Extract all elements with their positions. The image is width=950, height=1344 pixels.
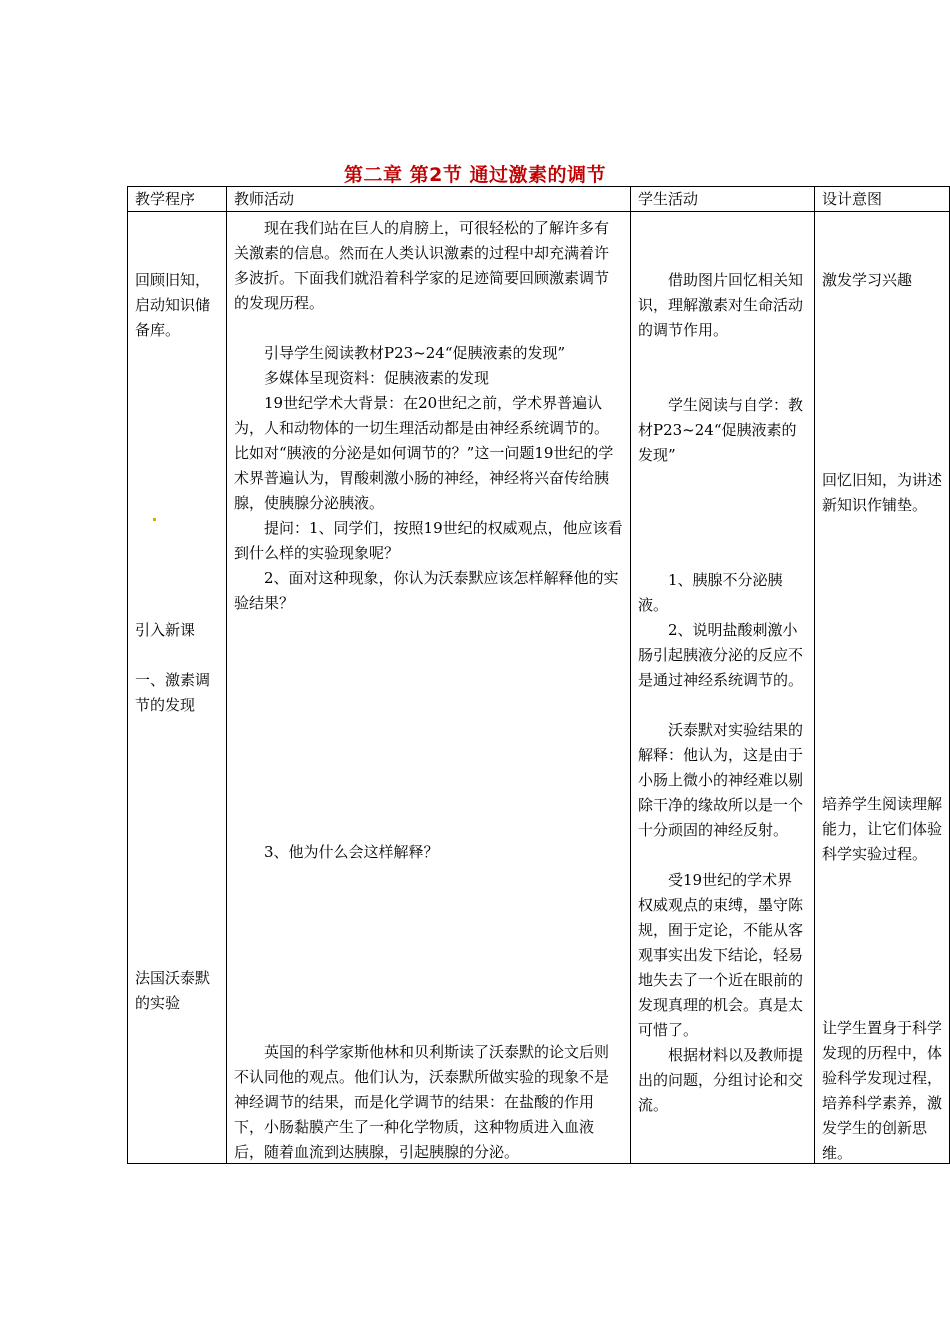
procedure-experiment: 法国沃泰默的实验 <box>135 969 211 1012</box>
teacher-background-paragraph: 19世纪学术大背景：在20世纪之前，学术界普遍认为，人和动物体的一切生理活动都是由神经系统调节的。比如对“胰液的分泌是如何调节的？”这一问题19世纪的学术界普遍认为，胃酸刺激小肠的神经，神经将兴奋传给胰腺，使胰腺分泌胰液。 <box>234 394 614 512</box>
procedure-cell <box>128 212 227 1164</box>
teacher-starling-bayliss-paragraph: 英国的科学家斯他林和贝利斯读了沃泰默的论文后则不认同他的观点。他们认为，沃泰默所做实验的现象不是神经调节的结果，而是化学调节的结果：在盐酸的作用下，小肠黏膜产生了一种化学物质，这种物质进入血液后，随着血流到达胰腺，引起胰腺的分泌。 <box>234 1043 610 1161</box>
table-body-row <box>128 212 950 1164</box>
intent-foundation: 回忆旧知，为讲述新知识作铺垫。 <box>822 471 943 514</box>
header-teacher-activity: 教师活动 <box>227 187 631 212</box>
teacher-question-2: 2、面对这种现象，你认为沃泰默应该怎样解释他的实验结果？ <box>234 569 619 612</box>
intent-interest: 激发学习兴趣 <box>822 271 913 289</box>
student-self-study: 学生阅读与自学：教材P23~24“促胰液素的发现” <box>638 396 804 464</box>
student-answer-explanation: 沃泰默对实验结果的解释：他认为，这是由于小肠上微小的神经难以剔除干净的缘故所以是一个十分顽固的神经反射。 <box>638 721 804 839</box>
teacher-intro-paragraph: 现在我们站在巨人的肩膀上，可很轻松的了解许多有关激素的信息。然而在人类认识激素的过程中却充满着许多波折。下面我们就沿着科学家的足迹简要回顾激素调节的发现历程。 <box>234 219 610 312</box>
intent-reading-ability: 培养学生阅读理解能力，让它们体验科学实验过程。 <box>822 795 943 863</box>
procedure-review: 回顾旧知，启动知识储备库。 <box>135 271 211 339</box>
student-group-discussion: 根据材料以及教师提出的问题，分组讨论和交流。 <box>638 1046 804 1114</box>
student-activity-cell <box>631 212 815 1164</box>
teacher-reading-guide: 引导学生阅读教材P23~24“促胰液素的发现” <box>264 344 566 362</box>
header-design-intent: 设计意图 <box>815 187 950 212</box>
header-student-activity: 学生活动 <box>631 187 815 212</box>
intent-scientific-literacy: 让学生置身于科学发现的历程中，体验科学发现过程，培养科学素养，激发学生的创新思维。 <box>822 1019 943 1162</box>
student-recall: 借助图片回忆相关知识，理解激素对生命活动的调节作用。 <box>638 271 804 339</box>
teacher-question-3: 3、他为什么会这样解释？ <box>264 843 439 861</box>
page-title: 第二章 第2节 通过激素的调节 <box>344 164 606 186</box>
design-intent-cell <box>815 212 950 1164</box>
teacher-question-1: 提问：1、同学们，按照19世纪的权威观点，他应该看到什么样的实验现象呢？ <box>234 519 623 562</box>
table-header-row <box>128 187 950 212</box>
header-procedure: 教学程序 <box>128 187 227 212</box>
lesson-plan-table <box>127 186 950 1164</box>
procedure-intro: 引入新课 <box>135 621 196 639</box>
student-answer-reason: 受19世纪的学术界权威观点的束缚，墨守陈规，囿于定论，不能从客观事实出发下结论，轻易地失去了一个近在眼前的发现真理的机会。真是太可惜了。 <box>638 871 804 1039</box>
procedure-section: 一、激素调节的发现 <box>135 671 211 714</box>
teacher-media-material: 多媒体呈现资料：促胰液素的发现 <box>264 369 490 387</box>
marker-dot <box>153 518 156 521</box>
student-answer-1: 1、胰腺不分泌胰液。 <box>638 571 783 614</box>
student-answer-2: 2、说明盐酸刺激小肠引起胰液分泌的反应不是通过神经系统调节的。 <box>638 621 804 689</box>
teacher-activity-cell <box>227 212 631 1164</box>
